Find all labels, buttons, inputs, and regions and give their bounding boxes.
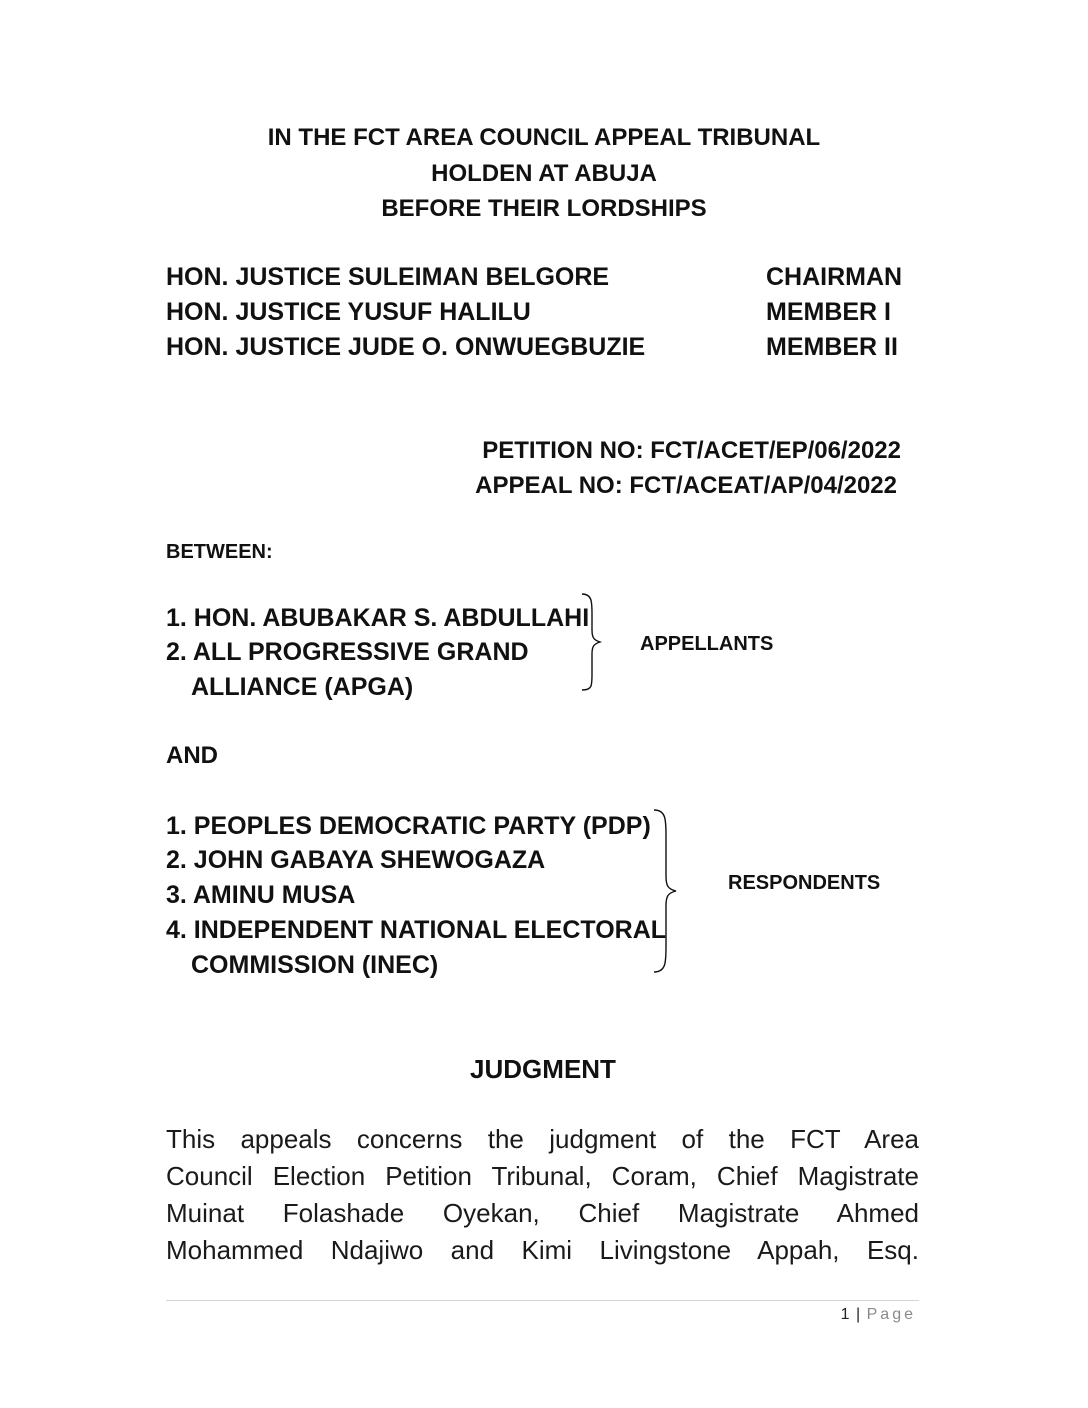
- page-number: 1: [840, 1306, 851, 1323]
- respondents-brace: [652, 808, 680, 974]
- and-label: AND: [166, 742, 218, 769]
- body-line-1: This appeals concerns the judgment of the FCT Area: [166, 1124, 919, 1154]
- justice-name-member-1: HON. JUSTICE YUSUF HALILU: [166, 298, 531, 326]
- page-separator: |: [856, 1306, 862, 1323]
- petition-number: PETITION NO: FCT/ACET/EP/06/2022: [482, 437, 901, 464]
- respondent-4-continued: COMMISSION (INEC): [191, 951, 439, 979]
- page-word: Page: [866, 1306, 916, 1323]
- justice-name-chairman: HON. JUSTICE SULEIMAN BELGORE: [166, 263, 610, 291]
- appeal-number: APPEAL NO: FCT/ACEAT/AP/04/2022: [475, 472, 897, 499]
- justice-role-member-1: MEMBER I: [766, 298, 891, 326]
- respondent-4: 4. INDEPENDENT NATIONAL ELECTORAL: [166, 916, 667, 944]
- court-location: HOLDEN AT ABUJA: [431, 160, 657, 187]
- justice-role-chairman: CHAIRMAN: [766, 263, 903, 291]
- appellant-2-continued: ALLIANCE (APGA): [191, 673, 414, 701]
- respondents-label: RESPONDENTS: [728, 872, 881, 894]
- appellants-label: APPELLANTS: [640, 633, 774, 655]
- lordships-heading: BEFORE THEIR LORDSHIPS: [381, 195, 707, 222]
- court-title: IN THE FCT AREA COUNCIL APPEAL TRIBUNAL: [267, 124, 821, 151]
- appellants-brace: [580, 592, 604, 692]
- appellant-2: 2. ALL PROGRESSIVE GRAND: [166, 638, 529, 666]
- justice-name-member-2: HON. JUSTICE JUDE O. ONWUEGBUZIE: [166, 333, 646, 361]
- page-footer: [841, 1306, 916, 1324]
- between-label: BETWEEN:: [166, 541, 273, 563]
- judgment-title: JUDGMENT: [470, 1054, 616, 1084]
- respondent-1: 1. PEOPLES DEMOCRATIC PARTY (PDP): [166, 812, 651, 840]
- respondent-3: 3. AMINU MUSA: [166, 881, 356, 909]
- footer-divider: [166, 1300, 919, 1301]
- body-line-3: Muinat Folashade Oyekan, Chief Magistrate Ahmed: [166, 1198, 919, 1228]
- appellant-1: 1. HON. ABUBAKAR S. ABDULLAHI: [166, 604, 590, 632]
- justice-role-member-2: MEMBER II: [766, 333, 898, 361]
- respondent-2: 2. JOHN GABAYA SHEWOGAZA: [166, 846, 546, 874]
- body-line-2: Council Election Petition Tribunal, Coram, Chief Magistrate: [166, 1161, 919, 1191]
- body-line-4: Mohammed Ndajiwo and Kimi Livingstone Appah, Esq.: [166, 1235, 919, 1265]
